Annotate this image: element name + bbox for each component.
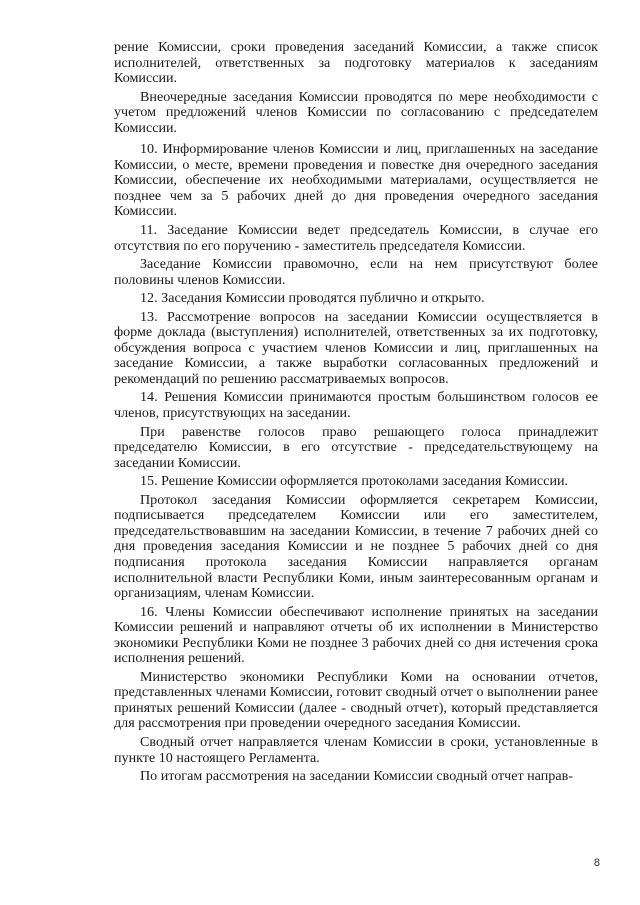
paragraph-1: Внеочередные заседания Комиссии проводятся по мере необходимости с учетом предложений членов Комиссии по согласованию с председателем Комиссии. <box>114 88 598 136</box>
paragraph-12: Министерство экономики Республики Коми на основании отчетов, представленных членами Комиссии, готовит сводный отчет о выполнении ранее принятых решений Комиссии (далее - сводный отчет), который представляется для рассмотрения при проведении очередного заседания Комиссии. <box>114 668 598 732</box>
paragraph-9: 15. Решение Комиссии оформляется протоколами заседания Комиссии. <box>140 473 569 490</box>
paragraph-11: 16. Члены Комиссии обеспечивают исполнение принятых на заседании Комиссии решений и направляют отчеты об их исполнении в Министерство экономики Республики Коми не позднее 3 рабочих дней со дня истечения срока исполнения решений. <box>114 603 598 667</box>
paragraph-7: 14. Решения Комиссии принимаются простым большинством голосов ее членов, присутствующих на заседании. <box>114 389 598 422</box>
page-number: 8 <box>593 857 600 869</box>
paragraph-4: Заседание Комиссии правомочно, если на нем присутствуют более половины членов Комиссии. <box>114 256 598 288</box>
paragraph-6: 13. Рассмотрение вопросов на заседании Комиссии осуществляется в форме доклада (выступления) исполнителей, ответственных за их подготовку, обсуждения вопроса с участием членов Комиссии и лиц, приглашенных на заседание Комиссии, а также выработки согласованных предложений и рекомендаций по решению рассматриваемых вопросов. <box>114 308 598 387</box>
paragraph-0: рение Комиссии, сроки проведения заседаний Комиссии, а также список исполнителей, ответственных за подготовку материалов к заседаниям Комиссии. <box>114 39 598 87</box>
paragraph-13: Сводный отчет направляется членам Комиссии в сроки, установленные в пункте 10 настоящего Регламента. <box>114 733 598 766</box>
paragraph-10: Протокол заседания Комиссии оформляется секретарем Комиссии, подписывается председателем Комиссии или его заместителем, председательствовавшим на заседании Комиссии, в течение 7 рабочих дней со дня проведения заседания Комиссии и не позднее 5 рабочих дней со дня подписания протокола заседания Комиссии направляется органам исполнительной власти Республики Коми, иным заинтересованным органам и организациям, членам Комиссии. <box>114 491 598 602</box>
paragraph-8: При равенстве голосов право решающего голоса принадлежит председателю Комиссии, в его отсутствие - председательствующему на заседании Комиссии. <box>114 423 598 471</box>
paragraph-2: 10. Информирование членов Комиссии и лиц, приглашенных на заседание Комиссии, о месте, времени проведения и повестке дня очередного заседания Комиссии, обеспечение их необходимыми материалами, осуществляется не позднее чем за 5 рабочих дней до дня проведения очередного заседания Комиссии. <box>114 141 598 220</box>
paragraph-3: 11. Заседание Комиссии ведет председатель Комиссии, в случае его отсутствия по его поручению - заместитель председателя Комиссии. <box>114 222 598 254</box>
paragraph-14: По итогам рассмотрения на заседании Комиссии сводный отчет направ- <box>140 768 573 785</box>
paragraph-5: 12. Заседания Комиссии проводятся публично и открыто. <box>140 290 485 307</box>
